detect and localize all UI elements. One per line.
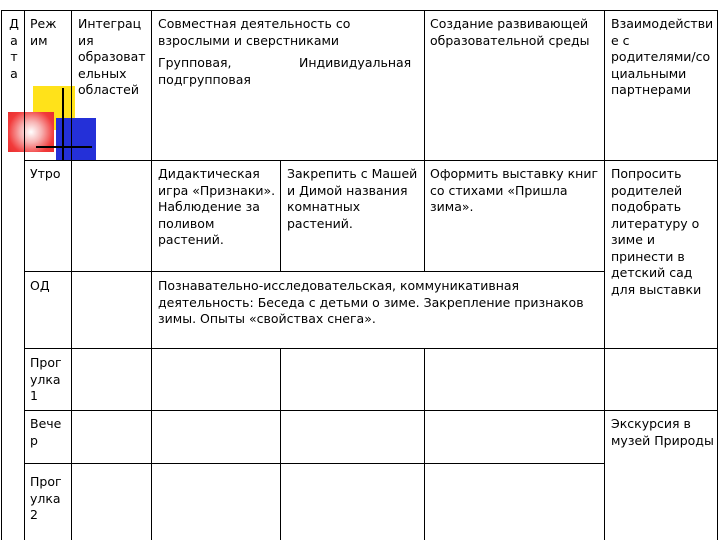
header-environment: Создание развивающей образовательной среды bbox=[430, 16, 590, 48]
col-line-individual bbox=[280, 161, 281, 271]
row-line-evening bbox=[24, 463, 605, 464]
header-mode: Реж им bbox=[30, 16, 57, 48]
row-od-activity: Познавательно-исследовательская, коммуникативная деятельность: Беседа с детьми о зиме. Закрепление признаков зимы. Опыты «свойствах снега». bbox=[158, 278, 584, 326]
col-line-environment bbox=[424, 10, 425, 271]
header-integration: Интеграц ия образоват ельных областей bbox=[78, 16, 146, 97]
col-line-environment-lower bbox=[424, 348, 425, 540]
row-walk2-mode: Прог улка 2 bbox=[30, 474, 62, 522]
header-interaction: Взаимодействи е с родителями/со циальными партнерами bbox=[611, 16, 714, 97]
row-line-od bbox=[24, 348, 717, 349]
decor-vertical-line bbox=[62, 88, 64, 160]
row-line-walk1 bbox=[24, 410, 717, 411]
row-morning-group: Дидактическая игра «Признаки». Наблюдение за поливом растений. bbox=[158, 166, 276, 247]
row-morning-individual: Закрепить с Машей и Димой названия комнатных растений. bbox=[287, 166, 418, 231]
col-line-interaction bbox=[604, 10, 605, 540]
row-od-mode: ОД bbox=[30, 278, 50, 293]
col-line-joint bbox=[151, 10, 152, 540]
row-evening-mode: Вече р bbox=[30, 416, 62, 448]
header-group-label: Групповая, подгрупповая bbox=[158, 55, 251, 87]
row-evening-interaction: Экскурсия в музей Природы bbox=[611, 416, 714, 448]
table-border-left bbox=[1, 10, 2, 540]
row-line-morning bbox=[24, 271, 605, 272]
row-morning-environment: Оформить выставку книг со стихами «Пришла зима». bbox=[430, 166, 599, 214]
decor-horizontal-line bbox=[36, 146, 92, 148]
row-morning-interaction: Попросить родителей подобрать литературу о зиме и принести в детский сад для выставки bbox=[611, 166, 702, 297]
col-line-individual-lower bbox=[280, 348, 281, 540]
row-line-header bbox=[24, 160, 717, 161]
col-line-mode bbox=[24, 10, 25, 540]
header-date: Д а т а bbox=[9, 16, 19, 81]
row-morning-mode: Утро bbox=[30, 166, 61, 181]
header-individual-label: Индивидуальная bbox=[299, 55, 412, 70]
table-border-right bbox=[717, 10, 718, 540]
header-joint-activity: Совместная деятельность со взрослыми и сверстниками bbox=[158, 16, 351, 48]
row-walk1-mode: Прог улка 1 bbox=[30, 355, 62, 403]
table-border-top bbox=[1, 10, 718, 11]
col-line-integration bbox=[71, 10, 72, 540]
